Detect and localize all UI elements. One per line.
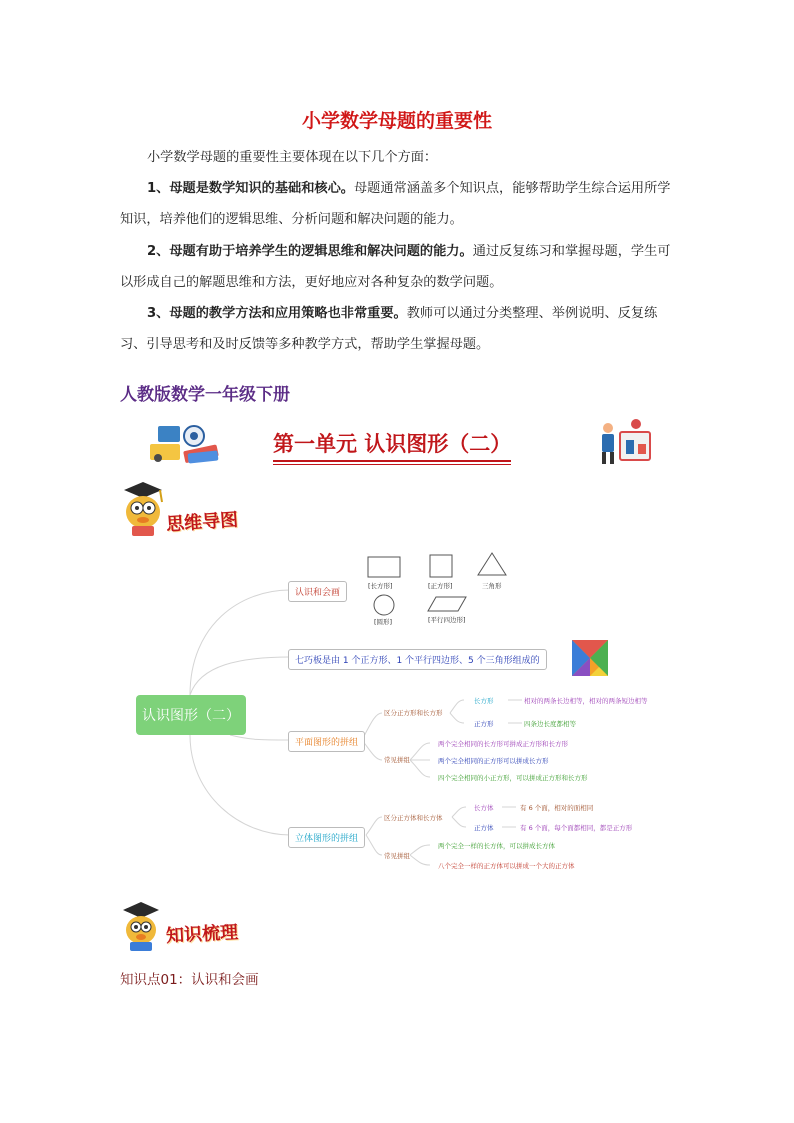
plane-rect-desc: 相对的两条长边相等，相对的两条短边相等 bbox=[524, 697, 648, 705]
mascot-owl-icon bbox=[118, 480, 168, 538]
page-title: 小学数学母题的重要性 bbox=[301, 110, 492, 132]
mind-map bbox=[130, 545, 690, 875]
intro-paragraph: 小学数学母题的重要性主要体现在以下几个方面： bbox=[147, 150, 438, 165]
point-2-text: 通过反复练习和掌握母题，学生可以形成自己的解题思维和方法，更好地应对各种复杂的数学问题。 bbox=[120, 244, 671, 290]
point-1-bold: 1、母题是数学知识的基础和核心。 bbox=[147, 181, 354, 196]
plane-common-1: 两个完全相同的长方形可拼成正方形和长方形 bbox=[438, 740, 568, 748]
solid-cube-label: 正方体 bbox=[474, 824, 494, 832]
point-3-bold: 3、母题的教学方法和应用策略也非常重要。 bbox=[147, 306, 407, 321]
solid-cuboid-label: 长方体 bbox=[474, 804, 494, 812]
branch-tangram: 七巧板是由 1 个正方形、1 个平行四边形、5 个三角形组成的 bbox=[288, 649, 547, 670]
parallelogram-shape bbox=[428, 597, 466, 611]
plane-rect-label: 长方形 bbox=[474, 697, 494, 705]
mindmap-root: 认识图形（二） bbox=[136, 695, 246, 735]
shape-label-rectangle: [长方形] bbox=[368, 582, 393, 590]
solid-cuboid-desc: 有 6 个面，相对的面相同 bbox=[520, 804, 594, 812]
unit-title: 第一单元 认识图形（二） bbox=[273, 428, 511, 462]
knowledge-point-01: 知识点01：认识和会画 bbox=[120, 972, 259, 988]
branch-plane-shapes: 平面图形的拼组 bbox=[288, 731, 365, 752]
study-illustration-icon bbox=[148, 420, 224, 466]
circle-shape bbox=[374, 595, 394, 615]
knowledge-badge-label: 知识梳理 bbox=[165, 922, 239, 947]
mascot-owl-icon bbox=[118, 900, 164, 954]
shape-label-parallelogram: [平行四边形] bbox=[428, 616, 466, 624]
plane-square-desc: 四条边长度都相等 bbox=[524, 720, 576, 728]
point-2 bbox=[120, 236, 680, 298]
triangle-shape bbox=[478, 553, 506, 575]
point-1 bbox=[120, 173, 680, 235]
shape-label-circle: [圆形] bbox=[374, 618, 393, 626]
plane-square-label: 正方形 bbox=[474, 720, 494, 728]
point-3 bbox=[120, 298, 680, 360]
branch-recognize-draw: 认识和会画 bbox=[288, 581, 347, 602]
plane-sub-distinguish: 区分正方形和长方形 bbox=[384, 709, 443, 717]
section-heading: 人教版数学一年级下册 bbox=[120, 385, 290, 405]
rectangle-shape bbox=[368, 557, 400, 577]
solid-common-2: 八个完全一样的正方体可以拼成一个大的正方体 bbox=[438, 862, 575, 870]
shape-label-triangle: 三角形 bbox=[482, 582, 502, 590]
solid-cube-desc: 有 6 个面，每个面都相同，都是正方形 bbox=[520, 824, 633, 832]
plane-common-2: 两个完全相同的正方形可以拼成长方形 bbox=[438, 757, 549, 765]
solid-sub-distinguish: 区分正方体和长方体 bbox=[384, 814, 443, 822]
plane-sub-common: 常见拼组 bbox=[384, 756, 410, 764]
square-shape bbox=[430, 555, 452, 577]
point-3-text: 教师可以通过分类整理、举例说明、反复练习、引导思考和及时反馈等多种教学方式，帮助学生掌握母题。 bbox=[120, 306, 658, 352]
shape-label-square: [正方形] bbox=[428, 582, 453, 590]
teacher-illustration-icon bbox=[594, 418, 656, 468]
solid-common-1: 两个完全一样的长方体，可以拼成长方体 bbox=[438, 842, 555, 850]
knowledge-badge bbox=[118, 900, 278, 960]
mindmap-badge bbox=[118, 480, 258, 540]
point-1-text: 母题通常涵盖多个知识点，能够帮助学生综合运用所学知识，培养他们的逻辑思维、分析问题和解决问题的能力。 bbox=[120, 181, 671, 227]
branch-solid-shapes: 立体图形的拼组 bbox=[288, 827, 365, 848]
plane-common-3: 四个完全相同的小正方形，可以拼成正方形和长方形 bbox=[438, 774, 588, 782]
solid-sub-common: 常见拼组 bbox=[384, 852, 410, 860]
mindmap-badge-label: 思维导图 bbox=[165, 509, 239, 536]
tangram-icon bbox=[572, 640, 608, 676]
point-2-bold: 2、母题有助于培养学生的逻辑思维和解决问题的能力。 bbox=[147, 244, 473, 259]
